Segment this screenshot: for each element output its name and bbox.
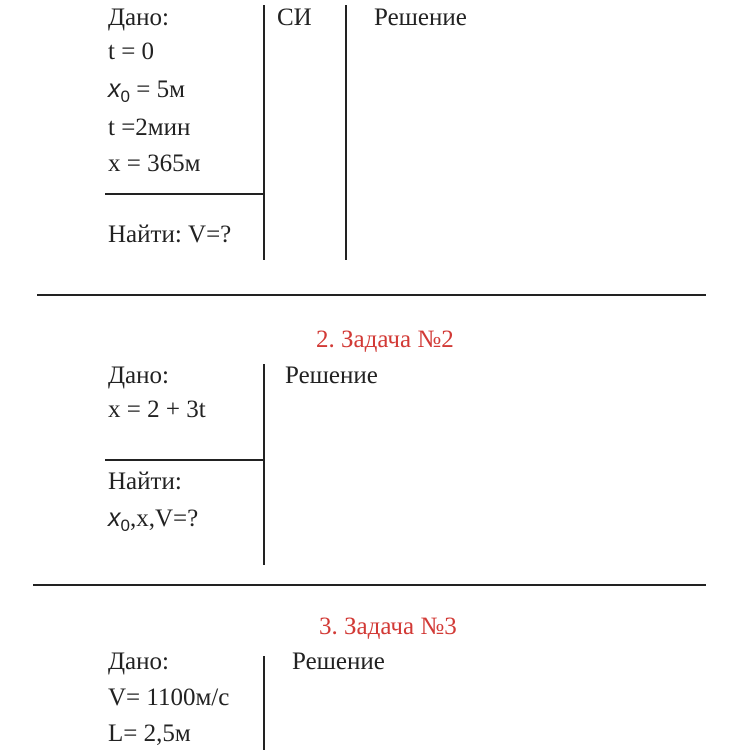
column-divider xyxy=(345,5,347,260)
given-label: Дано: xyxy=(108,362,169,389)
given-item: $x_0 = 5м$ xyxy=(108,75,185,106)
given-item: x = 365м xyxy=(108,150,201,177)
given-divider xyxy=(105,193,265,195)
solution-label: Решение xyxy=(374,4,467,31)
problem-title: 2. Задача №2 xyxy=(316,326,454,353)
given-item: x = 2 + 3t xyxy=(108,396,206,423)
given-label: Дано: xyxy=(108,4,169,31)
given-item: L= 2,5м xyxy=(108,720,191,747)
x0-symbol: $x_0$ xyxy=(108,504,130,535)
given-divider xyxy=(105,459,265,461)
section-divider xyxy=(33,584,706,586)
column-divider xyxy=(263,364,265,565)
column-divider xyxy=(263,656,265,750)
solution-label: Решение xyxy=(285,362,378,389)
si-label: СИ xyxy=(277,4,312,31)
problem-title: 3. Задача №3 xyxy=(319,613,457,640)
section-divider xyxy=(37,294,706,296)
given-item: V= 1100м/с xyxy=(108,684,230,711)
column-divider xyxy=(263,5,265,260)
given-item: t =2мин xyxy=(108,114,191,141)
given-item: t = 0 xyxy=(108,38,155,65)
solution-label: Решение xyxy=(292,648,385,675)
find-text: Найти: V=? xyxy=(108,221,232,248)
find-text: $x_0,x,V=$? xyxy=(108,504,199,535)
given-label: Дано: xyxy=(108,648,169,675)
find-label: Найти: xyxy=(108,468,182,495)
x0-symbol: $x_0$ xyxy=(108,75,130,106)
